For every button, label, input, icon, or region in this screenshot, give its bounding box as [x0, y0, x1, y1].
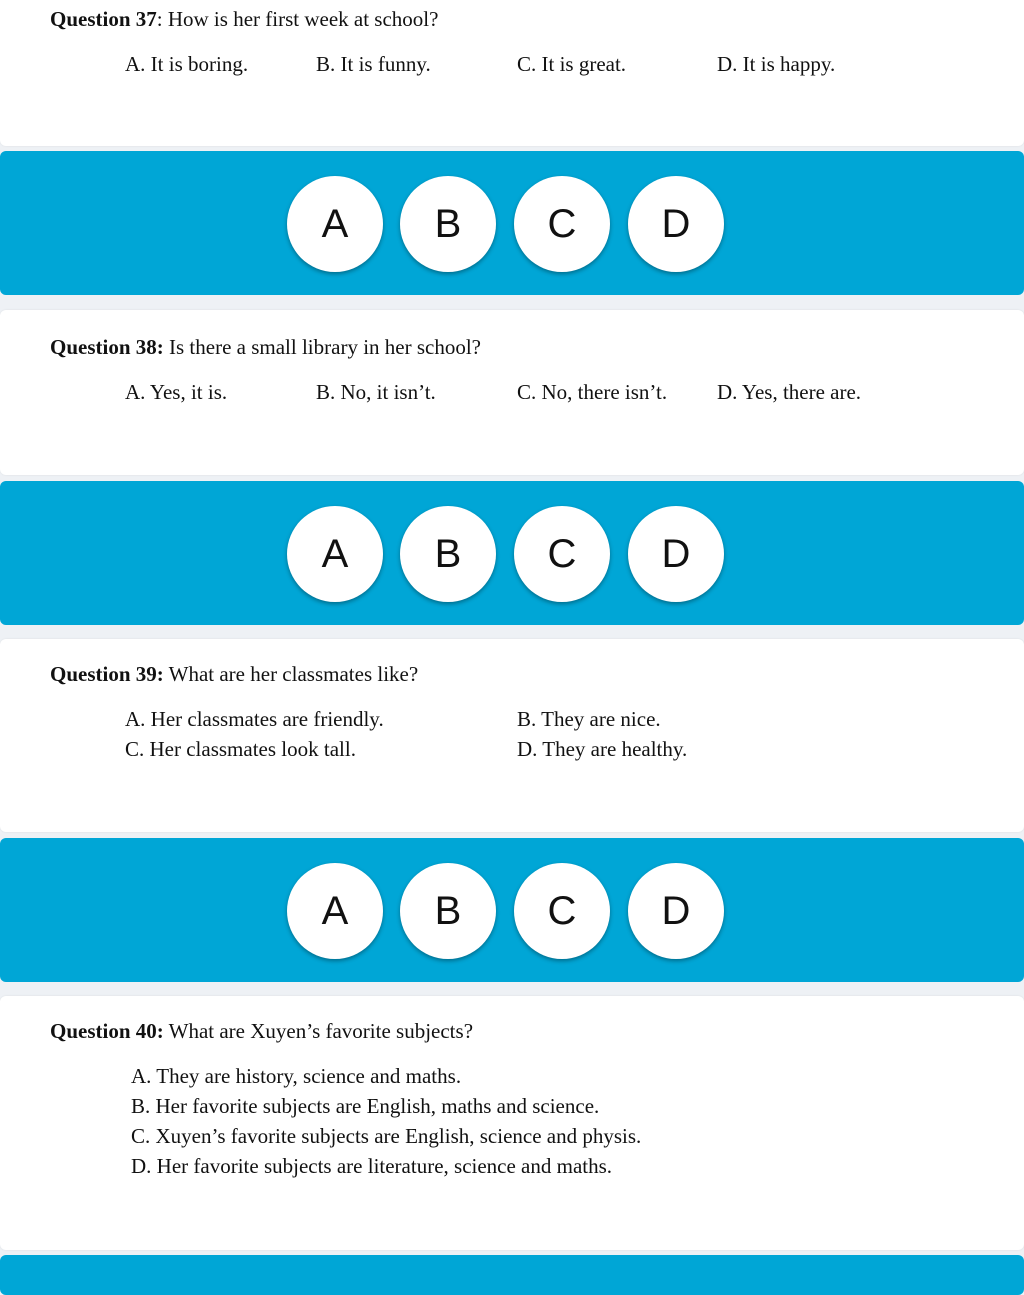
- q39-option-b: B. They are nice.: [517, 707, 661, 731]
- q39-answer-c-button[interactable]: C: [514, 863, 610, 959]
- q38-answer-c-button[interactable]: C: [514, 506, 610, 602]
- question-card-40: [0, 996, 1024, 1250]
- q39-answer-a-button[interactable]: A: [287, 863, 383, 959]
- answer-bar-38: [0, 481, 1024, 625]
- question-37-text: [50, 6, 438, 32]
- q37-answer-a-button[interactable]: A: [287, 176, 383, 272]
- q38-answer-a-button[interactable]: A: [287, 506, 383, 602]
- q37-option-d: D. It is happy.: [717, 52, 836, 76]
- q38-option-c: C. No, there isn’t.: [517, 380, 668, 404]
- q39-answer-d-button[interactable]: D: [628, 863, 724, 959]
- question-40-label: Question 40:: [50, 1019, 164, 1043]
- q39-option-c: C. Her classmates look tall.: [125, 737, 356, 761]
- q38-answer-b-button[interactable]: B: [400, 506, 496, 602]
- question-39-prompt: What are her classmates like?: [163, 662, 419, 686]
- question-card-39: [0, 639, 1024, 832]
- q38-option-b: B. No, it isn’t.: [316, 380, 436, 404]
- q37-option-a: A. It is boring.: [125, 52, 249, 76]
- question-card-37: [0, 0, 1024, 146]
- q40-option-d: D. Her favorite subjects are literature, science and maths.: [131, 1154, 613, 1178]
- question-38-prompt: Is there a small library in her school?: [163, 335, 481, 359]
- q37-option-b: B. It is funny.: [316, 52, 431, 76]
- question-37-prompt: : How is her first week at school?: [156, 7, 439, 31]
- q39-option-d: D. They are healthy.: [517, 737, 688, 761]
- q37-answer-b-button[interactable]: B: [400, 176, 496, 272]
- q38-option-a: A. Yes, it is.: [125, 380, 228, 404]
- q38-option-d: D. Yes, there are.: [717, 380, 862, 404]
- q38-answer-d-button[interactable]: D: [628, 506, 724, 602]
- answer-bar-37: [0, 151, 1024, 295]
- q37-answer-d-button[interactable]: D: [628, 176, 724, 272]
- answer-bar-39: [0, 838, 1024, 982]
- answer-bar-40: [0, 1255, 1024, 1295]
- q37-option-c: C. It is great.: [517, 52, 627, 76]
- question-card-38: [0, 310, 1024, 475]
- q40-option-b: B. Her favorite subjects are English, maths and science.: [131, 1094, 600, 1118]
- question-40-prompt: What are Xuyen’s favorite subjects?: [163, 1019, 474, 1043]
- question-38-text: [50, 334, 481, 360]
- q40-option-c: C. Xuyen’s favorite subjects are English, science and physis.: [131, 1124, 642, 1148]
- q37-answer-c-button[interactable]: C: [514, 176, 610, 272]
- question-37-label: Question 37: [50, 7, 157, 31]
- question-40-text: [50, 1018, 473, 1044]
- question-39-label: Question 39:: [50, 662, 164, 686]
- question-39-text: [50, 661, 418, 687]
- q39-answer-b-button[interactable]: B: [400, 863, 496, 959]
- q40-option-a: A. They are history, science and maths.: [131, 1064, 462, 1088]
- q39-option-a: A. Her classmates are friendly.: [125, 707, 384, 731]
- question-38-label: Question 38:: [50, 335, 164, 359]
